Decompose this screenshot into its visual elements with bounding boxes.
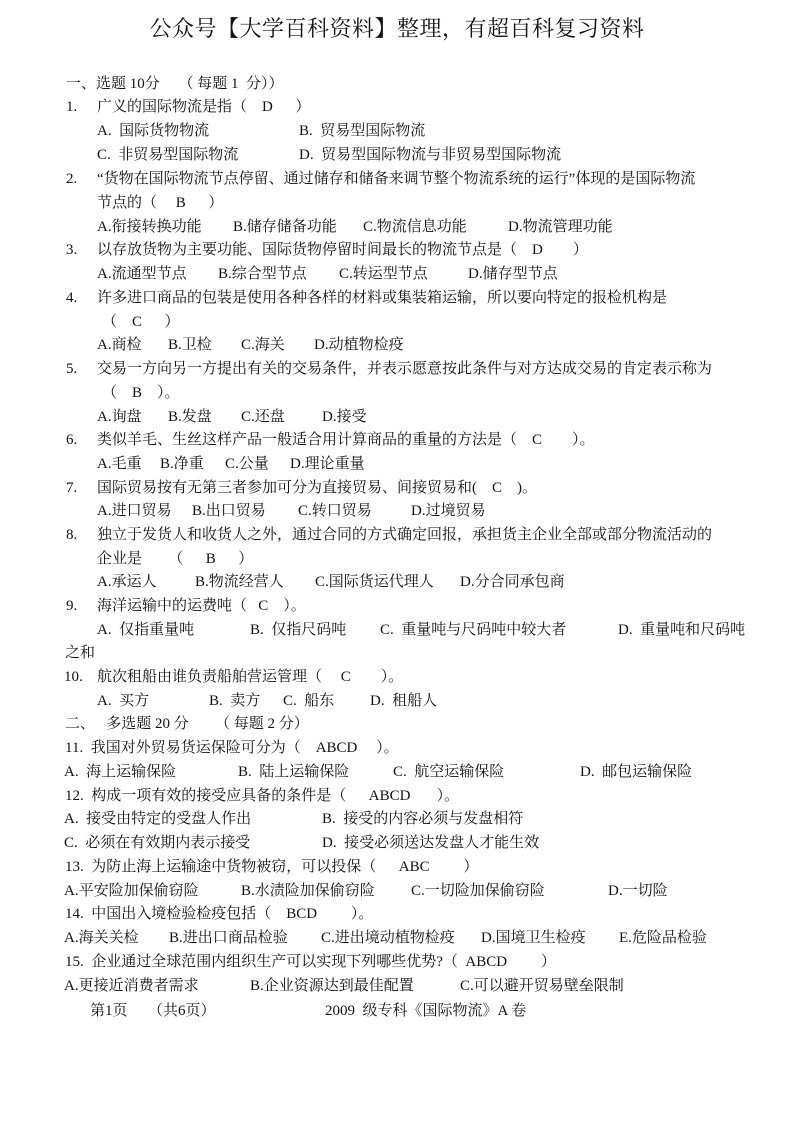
question-number: 6.: [66, 432, 78, 448]
question-text: 类似羊毛、生丝这样产品一般适合用计算商品的重量的方法是（ C ）。: [97, 432, 595, 448]
question-number: 3.: [66, 242, 78, 258]
option-c: C.还盘: [241, 409, 285, 425]
option-wrap: 之和: [65, 645, 96, 661]
question-text: “货物在国际物流节点停留、通过储存和储备来调节整个物流系统的运行”体现的是国际物流: [97, 171, 696, 187]
option-d: D. 邮包运输保险: [580, 764, 693, 780]
question-number: 5.: [66, 361, 78, 377]
question-14: 14. 中国出入境检验检疫包括（ BCD ）。: [65, 906, 374, 922]
option-d: D.理论重量: [290, 456, 365, 472]
option-a: A.毛重: [97, 456, 142, 472]
question-text: 以存放货物为主要功能、国际货物停留时间最长的物流节点是（ D ）: [97, 242, 588, 258]
question-11: 11. 我国对外贸易货运保险可分为（ ABCD ）。: [65, 740, 399, 756]
question-continuation: （ B ）。: [102, 385, 180, 401]
question-text: 海洋运输中的运费吨（ C ）。: [97, 598, 306, 614]
question-number: 8.: [66, 527, 78, 543]
option-a: A.承运人: [97, 574, 157, 590]
option-b: B.净重: [160, 456, 204, 472]
option-c: C.公量: [225, 456, 269, 472]
question-continuation: 企业是 （ B ）: [97, 551, 254, 567]
question-number: 1.: [66, 99, 78, 115]
option-c: C.进出境动植物检疫: [321, 930, 455, 946]
option-d: D.物流管理功能: [508, 219, 613, 235]
question-text: 独立于发货人和收货人之外，通过合同的方式确定回报，承担货主企业全部或部分物流活动的: [97, 527, 713, 543]
page-total: （共6页）: [148, 1003, 216, 1019]
page-header: 公众号【大学百科资料】整理，有超百科复习资料: [149, 16, 645, 41]
question-12: 12. 构成一项有效的接受应具备的条件是（ ABCD ）。: [65, 788, 460, 804]
option-c: C. 航空运输保险: [393, 764, 505, 780]
option-a: A. 仅指重量吨: [97, 622, 195, 638]
question-text: 许多进口商品的包装是使用各种各样的材料或集装箱运输，所以要向特定的报检机构是: [97, 290, 668, 306]
option-b: B.水渍险加保偷窃险: [241, 883, 375, 899]
option-a: A. 接受由特定的受盘人作出: [64, 811, 252, 827]
option-d: D.一切险: [608, 883, 668, 899]
option-b: B.发盘: [168, 409, 212, 425]
option-c: C.转运型节点: [339, 266, 428, 282]
option-b: B. 卖方: [209, 693, 261, 709]
question-13: 13. 为防止海上运输途中货物被窃，可以投保（ ABC ）: [65, 859, 479, 875]
section-1-title: 一、选题 10分 （ 每题 1 分））: [66, 76, 284, 92]
question-number: 4.: [66, 290, 78, 306]
question-number: 9.: [66, 598, 78, 614]
option-c: C.可以避开贸易壁垒限制: [460, 978, 624, 994]
option-d: D.动植物检疫: [314, 337, 404, 353]
option-c: C.转口贸易: [298, 503, 372, 519]
option-c: C. 必须在有效期内表示接受: [64, 835, 251, 851]
option-a: A. 国际货物物流: [97, 123, 210, 139]
option-a: A. 海上运输保险: [64, 764, 177, 780]
question-text: 国际贸易按有无第三者参加可分为直接贸易、间接贸易和( C )。: [97, 480, 537, 496]
option-b: B. 仅指尺码吨: [250, 622, 347, 638]
option-a: A.更接近消费者需求: [64, 978, 199, 994]
option-d: D. 重量吨和尺码吨: [618, 622, 746, 638]
option-b: B.出口贸易: [192, 503, 266, 519]
question-text: 广义的国际物流是指（ D ）: [97, 99, 311, 115]
option-b: B. 陆上运输保险: [238, 764, 350, 780]
option-c: C. 船东: [283, 693, 335, 709]
option-b: B.物流经营人: [195, 574, 284, 590]
option-d: D.储存型节点: [468, 266, 558, 282]
option-a: A. 买方: [97, 693, 150, 709]
option-c: C.国际货运代理人: [315, 574, 434, 590]
option-e: E.危险品检验: [619, 930, 707, 946]
option-b: B.企业资源达到最佳配置: [250, 978, 414, 994]
exam-title: 2009 级专科《国际物流》A 卷: [325, 1003, 527, 1019]
option-b: B.卫检: [168, 337, 212, 353]
option-a: A.进口贸易: [97, 503, 172, 519]
option-d: D. 租船人: [370, 693, 438, 709]
option-a: A.衔接转换功能: [97, 219, 202, 235]
option-b: B.进出口商品检验: [169, 930, 288, 946]
question-continuation: 节点的（ B ）: [97, 195, 224, 211]
option-c: C.海关: [241, 337, 285, 353]
option-b: B. 贸易型国际物流: [299, 123, 426, 139]
question-text: 交易一方向另一方提出有关的交易条件，并表示愿意按此条件与对方达成交易的肯定表示称为: [97, 361, 713, 377]
section-2-title: 二、 多选题 20 分 （ 每题 2 分）: [65, 716, 309, 732]
option-a: A.询盘: [97, 409, 142, 425]
question-number: 10.: [64, 669, 83, 685]
question-continuation: （ C ）: [102, 314, 180, 330]
option-c: C. 重量吨与尺码吨中较大者: [380, 622, 567, 638]
option-a: A.流通型节点: [97, 266, 187, 282]
question-15: 15. 企业通过全球范围内组织生产可以实现下列哪些优势?（ ABCD ）: [65, 954, 556, 970]
option-a: A.商检: [97, 337, 142, 353]
question-number: 2.: [66, 171, 78, 187]
option-b: B. 接受的内容必须与发盘相符: [322, 811, 524, 827]
option-c: C.一切险加保偷窃险: [411, 883, 545, 899]
option-d: D.分合同承包商: [460, 574, 565, 590]
option-d: D.接受: [322, 409, 367, 425]
option-b: B.综合型节点: [218, 266, 307, 282]
option-a: A.平安险加保偷窃险: [64, 883, 199, 899]
question-text: 航次租船由谁负责船舶营运管理（ C ）。: [97, 669, 404, 685]
option-a: A.海关关检: [64, 930, 139, 946]
page-number: 第1页: [90, 1003, 128, 1019]
option-d: D.国境卫生检疫: [481, 930, 586, 946]
option-c: C.物流信息功能: [363, 219, 467, 235]
question-number: 7.: [66, 480, 78, 496]
option-d: D. 接受必须送达发盘人才能生效: [322, 835, 540, 851]
option-c: C. 非贸易型国际物流: [97, 147, 239, 163]
option-b: B.储存储备功能: [233, 219, 337, 235]
option-d: D. 贸易型国际物流与非贸易型国际物流: [299, 147, 562, 163]
option-d: D.过境贸易: [411, 503, 486, 519]
